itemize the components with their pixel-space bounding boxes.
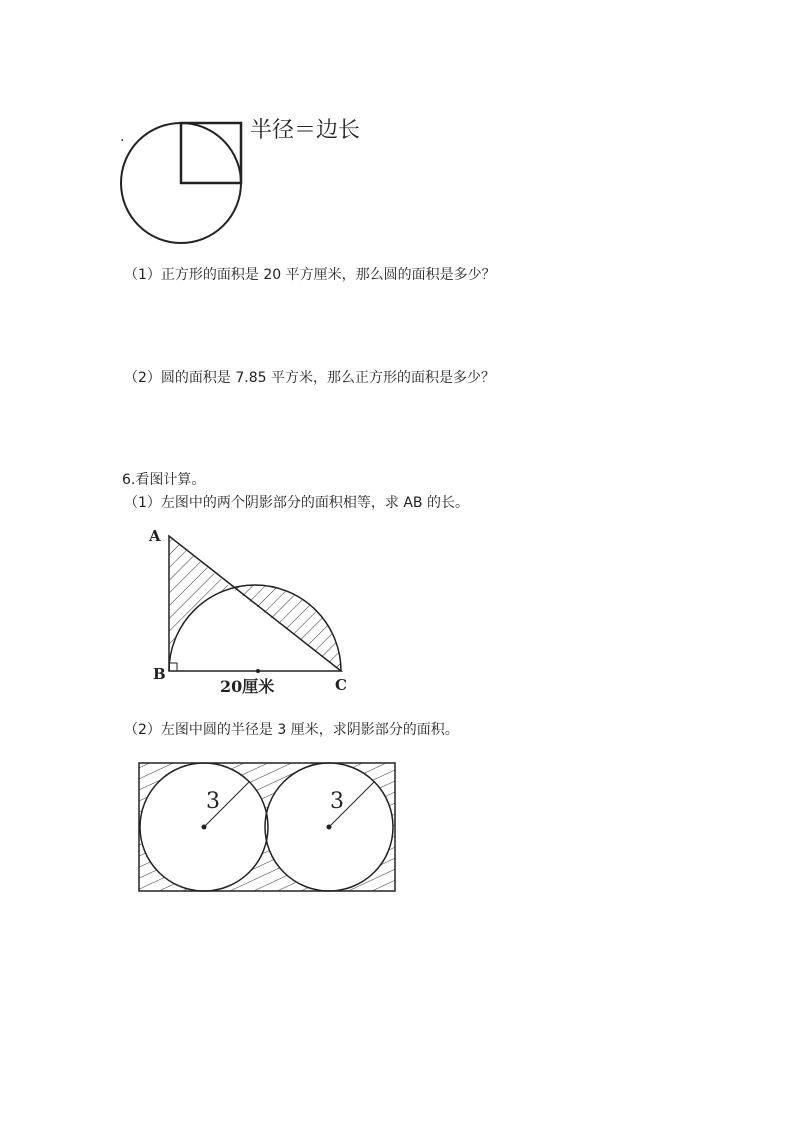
right-radius-label: 3 <box>330 789 344 814</box>
hatched-triangle-region <box>169 536 232 671</box>
triangle-semicircle-figure <box>140 520 360 700</box>
question-6-title: 6.看图计算。 <box>122 472 206 488</box>
circle-square-figure <box>118 116 250 250</box>
question-6-1: （1）左图中的两个阴影部分的面积相等，求 AB 的长。 <box>124 495 469 511</box>
right-angle-mark <box>169 663 177 671</box>
radius-equals-side-label: 半径＝边长 <box>250 118 361 143</box>
label-c: C <box>335 676 347 694</box>
question-5-1: （1）正方形的面积是 20 平方厘米，那么圆的面积是多少？ <box>124 267 496 283</box>
left-radius-label: 3 <box>206 789 220 814</box>
center-dot <box>256 669 260 673</box>
left-center-dot <box>202 825 207 830</box>
label-b: B <box>153 665 166 683</box>
right-center-dot <box>327 825 332 830</box>
hatched-background <box>139 763 395 891</box>
figure1-dot: . <box>120 129 125 145</box>
label-a: A <box>149 527 161 545</box>
base-length-label: 20厘米 <box>220 677 275 696</box>
rectangle-two-circles-figure <box>136 758 398 896</box>
question-5-2: （2）圆的面积是 7.85 平方米，那么正方形的面积是多少？ <box>124 370 495 386</box>
question-6-2: （2）左图中圆的半径是 3 厘米，求阴影部分的面积。 <box>124 722 459 738</box>
